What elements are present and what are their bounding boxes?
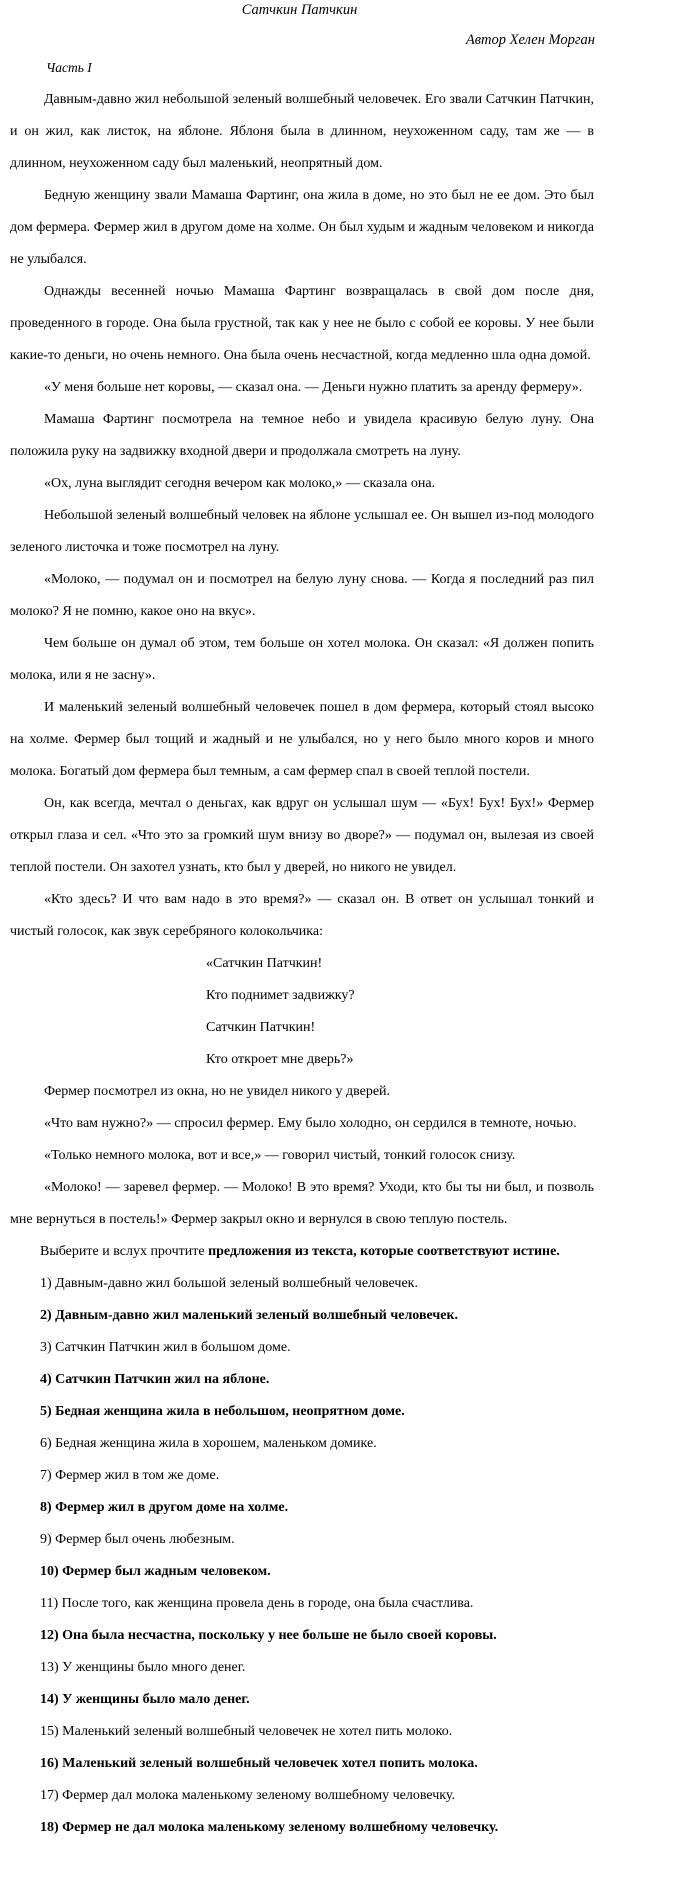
task-instruction — [40, 1236, 594, 1268]
statement-false: 3) Сатчкин Патчкин жил в большом доме. — [40, 1340, 291, 1355]
paragraph: И маленький зеленый волшебный человечек пошел в дом фермера, который стоял высоко на холме. Фермер был тощий и жадный и не улыбался, но у него было много коров и много молока. Богатый дом фермера был темным, а сам фермер спал в своей теплой постели. — [10, 700, 594, 779]
paragraph: Давным-давно жил небольшой зеленый волшебный человечек. Его звали Сатчкин Патчкин, и он жил, как листок, на яблоне. Яблоня была в длинном, неухоженном саду, там же — в длинном, неухоженном саду был маленький, неопрятный дом. — [10, 92, 594, 171]
statement-false: 15) Маленький зеленый волшебный человечек не хотел пить молоко. — [40, 1724, 453, 1739]
paragraph: Небольшой зеленый волшебный человек на яблоне услышал ее. Он вышел из-под молодого зеленого листочка и тоже посмотрел на луну. — [10, 508, 594, 555]
statement-false: 17) Фермер дал молока маленькому зеленому волшебному человечку. — [40, 1788, 455, 1803]
paragraph: Чем больше он думал об этом, тем больше он хотел молока. Он сказал: «Я должен попить молока, или я не засну». — [10, 636, 594, 683]
paragraph: Фермер посмотрел из окна, но не увидел никого у дверей. — [44, 1084, 391, 1099]
task-instruction-bold: предложения из текста, которые соответствуют истине. — [208, 1244, 560, 1259]
verse-line: «Сатчкин Патчкин! — [206, 956, 323, 971]
statement-true: 5) Бедная женщина жила в небольшом, неопрятном доме. — [40, 1404, 405, 1419]
story-body — [10, 84, 594, 1844]
verse-line: Кто откроет мне дверь?» — [206, 1052, 354, 1067]
task-block — [10, 1236, 594, 1844]
statement-false: 11) После того, как женщина провела день в городе, она была счастлива. — [40, 1596, 474, 1611]
paragraph: Бедную женщину звали Мамаша Фартинг, она жила в доме, но это был не ее дом. Это был дом фермера. Фермер жил в другом доме на холме. Он был худым и жадным человеком и никогда не улыбался. — [10, 188, 594, 267]
paragraph: Мамаша Фартинг посмотрела на темное небо и увидела красивую белую луну. Она положила руку на задвижку входной двери и продолжала смотреть на луну. — [10, 412, 594, 459]
story-title-text: Сатчкин Патчкин — [241, 2, 358, 18]
statement-false: 1) Давным-давно жил большой зеленый волшебный человечек. — [40, 1276, 418, 1291]
paragraph: «Что вам нужно?» — спросил фермер. Ему было холодно, он сердился в темноте, ночью. — [44, 1116, 577, 1131]
verse-line: Кто поднимет задвижку? — [206, 988, 355, 1003]
statement-true: 4) Сатчкин Патчкин жил на яблоне. — [40, 1372, 270, 1387]
author-line: Автор Хелен Морган — [465, 32, 595, 48]
paragraph: «У меня больше нет коровы, — сказал она. — Деньги нужно платить за аренду фермеру». — [44, 380, 583, 395]
statement-false: 13) У женщины было много денег. — [40, 1660, 246, 1675]
statement-list — [40, 1268, 594, 1844]
story-title — [0, 0, 673, 20]
verse-block — [10, 948, 594, 1076]
paragraph: «Ох, луна выглядит сегодня вечером как молоко,» — сказала она. — [44, 476, 436, 491]
statement-true: 10) Фермер был жадным человеком. — [40, 1564, 271, 1579]
paragraph: «Кто здесь? И что вам надо в это время?» — сказал он. В ответ он услышал тонкий и чистый голосок, как звук серебряного колокольчика: — [10, 892, 594, 939]
statement-true: 18) Фермер не дал молока маленькому зеленому волшебному человечку. — [40, 1820, 499, 1835]
paragraph: «Только немного молока, вот и все,» — говорил чистый, тонкий голосок снизу. — [44, 1148, 516, 1163]
paragraph: Однажды весенней ночью Мамаша Фартинг возвращалась в свой дом после дня, проведенного в городе. Она была грустной, так как у нее не было с собой ее коровы. У нее были какие-то деньги, но очень немного. Она была очень несчастной, когда медленно шла одна домой. — [10, 284, 594, 363]
statement-false: 6) Бедная женщина жила в хорошем, маленьком домике. — [40, 1436, 377, 1451]
paragraph: «Молоко! — заревел фермер. — Молоко! В это время? Уходи, кто бы ты ни был, и позволь мне вернуться в постель!» Фермер закрыл окно и вернулся в свою теплую постель. — [10, 1180, 594, 1227]
statement-true: 14) У женщины было мало денег. — [40, 1692, 250, 1707]
statement-true: 12) Она была несчастна, поскольку у нее больше не было своей коровы. — [40, 1628, 497, 1643]
paragraph: Он, как всегда, мечтал о деньгах, как вдруг он услышал шум — «Бух! Бух! Бух!» Фермер открыл глаза и сел. «Что это за громкий шум внизу во дворе?» — подумал он, вылезая из своей теплой постели. Он захотел узнать, кто был у дверей, но никого не увидел. — [10, 796, 594, 875]
task-instruction-plain: Выберите и вслух прочтите — [40, 1244, 209, 1259]
statement-false: 9) Фермер был очень любезным. — [40, 1532, 235, 1547]
paragraph: «Молоко, — подумал он и посмотрел на белую луну снова. — Когда я последний раз пил молоко? Я не помню, какое оно на вкус». — [10, 572, 594, 619]
verse-line: Сатчкин Патчкин! — [206, 1020, 316, 1035]
statement-true: 2) Давным-давно жил маленький зеленый волшебный человечек. — [40, 1308, 459, 1323]
part-heading: Часть I — [46, 60, 92, 75]
statement-false: 7) Фермер жил в том же доме. — [40, 1468, 220, 1483]
statement-true: 16) Маленький зеленый волшебный человечек хотел попить молока. — [40, 1756, 478, 1771]
statement-true: 8) Фермер жил в другом доме на холме. — [40, 1500, 289, 1515]
